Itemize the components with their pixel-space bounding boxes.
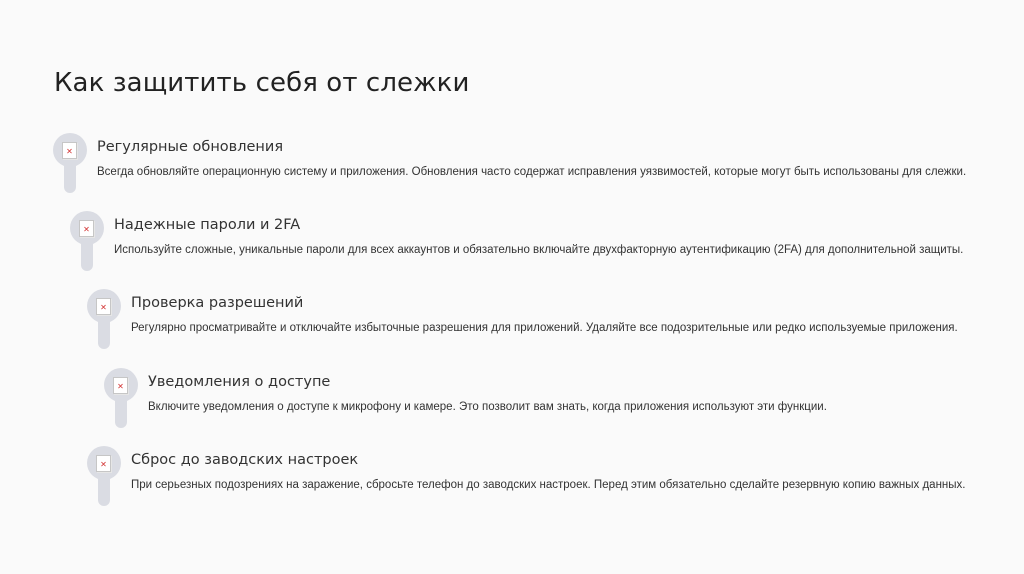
pin-marker [104, 368, 138, 432]
item-title: Уведомления о доступе [148, 374, 331, 390]
item-description: Регулярно просматривайте и отключайте избыточные разрешения для приложений. Удаляйте все подозрительные или редко используемые приложения. [131, 322, 958, 334]
item-description: При серьезных подозрениях на заражение, сбросьте телефон до заводских настроек. Перед этим обязательно сделайте резервную копию важных данных. [131, 479, 966, 491]
item-title: Надежные пароли и 2FA [114, 217, 301, 233]
item-title: Регулярные обновления [97, 139, 284, 155]
item-description: Всегда обновляйте операционную систему и приложения. Обновления часто содержат исправления уязвимостей, которые могут быть использованы для слежки. [97, 166, 967, 178]
pin-marker [87, 289, 121, 353]
pin-marker [87, 446, 121, 510]
page-title: Как защитить себя от слежки [54, 68, 470, 98]
pin-marker [70, 211, 104, 275]
item-title: Проверка разрешений [131, 295, 304, 311]
broken-image-icon: ✕ [96, 298, 111, 315]
broken-image-icon: ✕ [96, 455, 111, 472]
broken-image-icon: ✕ [62, 142, 77, 159]
broken-image-icon: ✕ [113, 377, 128, 394]
item-description: Включите уведомления о доступе к микрофону и камере. Это позволит вам знать, когда приложения используют эти функции. [148, 401, 827, 413]
pin-marker [53, 133, 87, 197]
broken-image-icon: ✕ [79, 220, 94, 237]
item-title: Сброс до заводских настроек [131, 452, 359, 468]
item-description: Используйте сложные, уникальные пароли для всех аккаунтов и обязательно включайте двухфакторную аутентификацию (2FA) для дополнительной защиты. [114, 244, 964, 256]
